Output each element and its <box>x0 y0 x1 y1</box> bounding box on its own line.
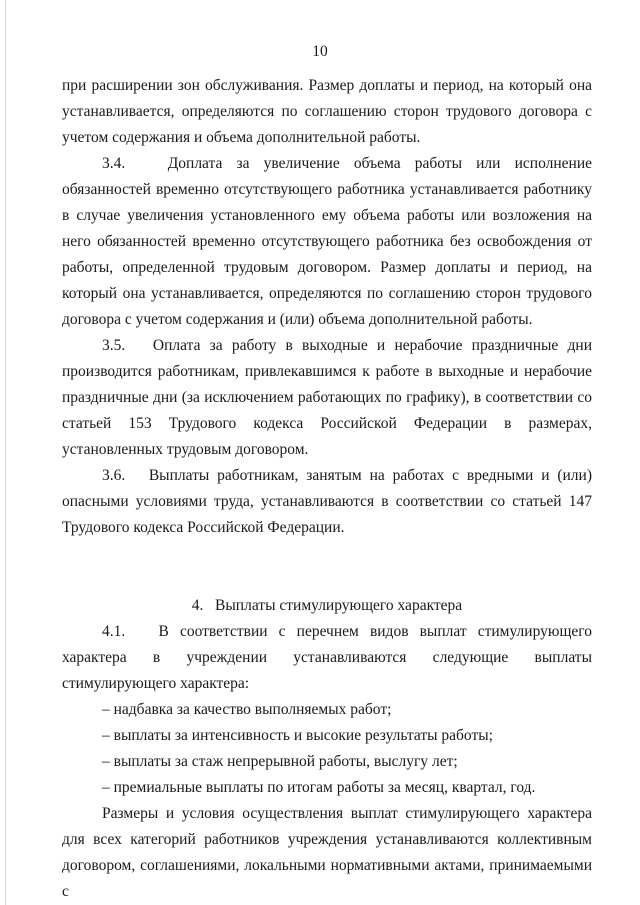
list-item: – надбавка за качество выполняемых работ; <box>102 701 392 718</box>
section-gap <box>62 541 592 593</box>
list-item: – премиальные выплаты по итогам работы за месяц, квартал, год. <box>102 779 536 796</box>
paragraph-continuation: при расширении зон обслуживания. Размер доплаты и период, на который она устанавливается, определяются по соглашению сторон трудового договора с учетом содержания и объема дополнительной работы. <box>62 77 592 146</box>
paragraph-4-1: 4.1. В соответствии с перечнем видов выплат стимулирующего характера в учреждении устанавливаются следующие выплаты стимулирующего характера: <box>62 623 592 692</box>
paragraph-3-6: 3.6. Выплаты работникам, занятым на работах с вредными и (или) опасными условиями труда, устанавливаются в соответствии со статьей 147 Трудового кодекса Российской Федерации. <box>62 467 592 536</box>
paragraph-closing: Размеры и условия осуществления выплат стимулирующего характера для всех категорий работников учреждения устанавливаются коллективным договором, соглашениями, локальными нормативными актами, принимаемыми с <box>62 805 592 900</box>
scan-edge-line <box>5 0 6 905</box>
page-number: 10 <box>312 43 328 60</box>
document-body <box>62 73 592 905</box>
paragraph-3-5: 3.5. Оплата за работу в выходные и нерабочие праздничные дни производится работникам, привлекавшимся к работе в выходные и нерабочие праздничные дни (за исключением работающих по графику), в соответствии со статьей 153 Трудового кодекса Российской Федерации в размерах, установленных трудовым договором. <box>62 337 592 458</box>
list-item: – выплаты за стаж непрерывной работы, выслугу лет; <box>102 753 458 770</box>
paragraph-3-4: 3.4. Доплата за увеличение объема работы или исполнение обязанностей временно отсутствующего работника устанавливается работнику в случае увеличения установленного ему объема работы или возложения на него обязанностей временно отсутствующего работника без освобождения от работы, определенной трудовым договором. Размер доплаты и период, на который она устанавливается, определяются по соглашению сторон трудового договора с учетом содержания и (или) объема дополнительной работы. <box>62 155 592 328</box>
section-heading: 4. Выплаты стимулирующего характера <box>191 597 463 614</box>
list-item: – выплаты за интенсивность и высокие результаты работы; <box>102 727 493 744</box>
